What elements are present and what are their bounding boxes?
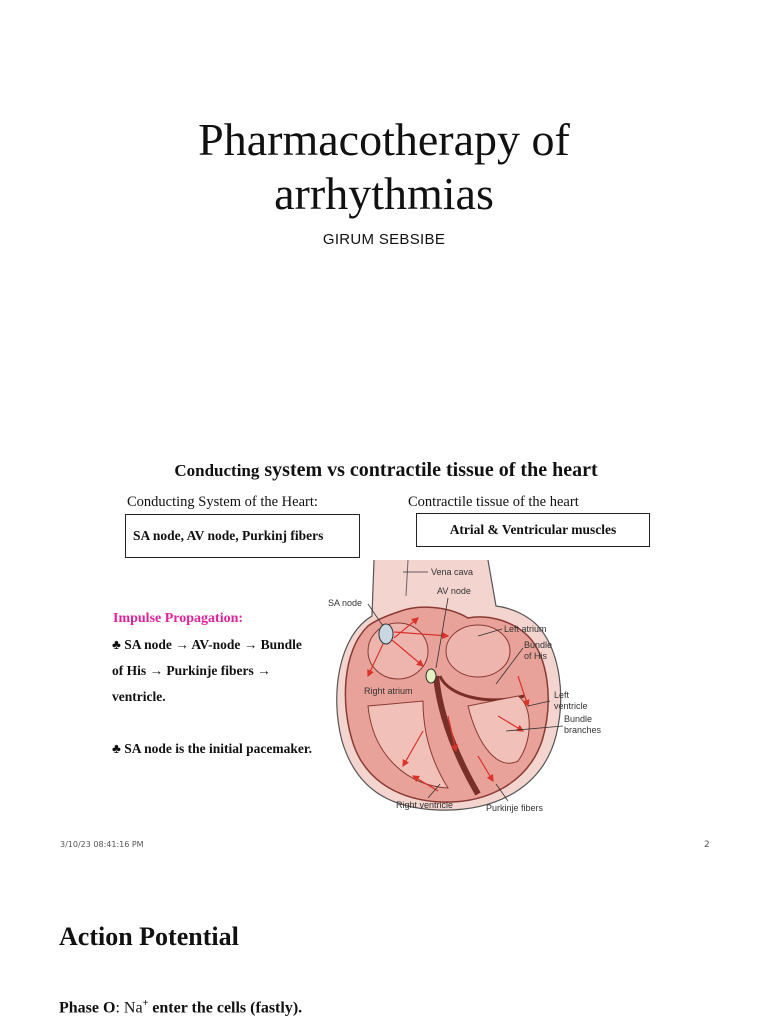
label-av-node: AV node xyxy=(437,586,471,596)
conducting-box-text: SA node, AV node, Purkinj fibers xyxy=(133,528,324,543)
author-name: GIRUM SEBSIBE xyxy=(322,231,446,248)
heading-rest: system vs contractile tissue of the heart xyxy=(259,459,598,481)
conducting-subheading: Conducting System of the Heart: xyxy=(127,494,318,510)
presentation-title xyxy=(0,113,768,221)
label-bundle-branches-1: Bundle xyxy=(564,714,593,724)
phase-0-label: Phase O xyxy=(59,999,116,1017)
sa-node-shape xyxy=(379,624,393,644)
contractile-box-text: Atrial & Ventricular muscles xyxy=(449,522,617,537)
phase-0-text xyxy=(59,998,302,1017)
label-bundle-branches-2: branches xyxy=(564,725,602,735)
contractile-subheading: Contractile tissue of the heart xyxy=(408,494,579,510)
label-vena-cava: Vena cava xyxy=(431,567,474,577)
footer-page-number: 2 xyxy=(704,840,710,850)
heading-first-word: Conducting xyxy=(174,461,260,480)
heart-conduction-diagram xyxy=(328,556,608,814)
bullet-line-1: ♣ SA node → AV-node → Bundle xyxy=(112,637,302,652)
title-line-1: Pharmacotherapy of xyxy=(198,114,570,165)
label-left-ventricle-2: ventricle xyxy=(554,701,588,711)
label-sa-node: SA node xyxy=(328,598,363,608)
action-potential-heading: Action Potential xyxy=(59,922,239,951)
footer-date: 3/10/23 08:41:16 PM xyxy=(60,840,144,849)
label-left-ventricle-1: Left xyxy=(554,690,570,700)
phase-0-ion: : Na xyxy=(115,999,143,1017)
conducting-box xyxy=(125,514,360,558)
title-line-2: arrhythmias xyxy=(274,168,494,219)
contractile-box xyxy=(416,513,650,547)
bullet-pacemaker: ♣ SA node is the initial pacemaker. xyxy=(112,741,313,756)
bullet-line-3: ventricle. xyxy=(112,689,166,704)
label-bundle-his-2: of His xyxy=(524,651,548,661)
slide-heading xyxy=(0,459,768,482)
av-node-shape xyxy=(426,669,436,683)
label-bundle-his-1: Bundle xyxy=(524,640,553,650)
label-left-atrium: Left atrium xyxy=(504,624,547,634)
phase-0-charge: + xyxy=(142,998,149,1009)
phase-0-description: enter the cells (fastly). xyxy=(148,999,303,1017)
bullet-impulse-path xyxy=(112,632,302,710)
bullet-line-2: of His → Purkinje fibers → xyxy=(112,663,271,678)
label-right-ventricle: Right ventricle xyxy=(396,800,454,810)
label-right-atrium: Right atrium xyxy=(364,686,413,696)
impulse-title: Impulse Propagation: xyxy=(113,611,244,626)
label-purkinje: Purkinje fibers xyxy=(486,803,544,813)
